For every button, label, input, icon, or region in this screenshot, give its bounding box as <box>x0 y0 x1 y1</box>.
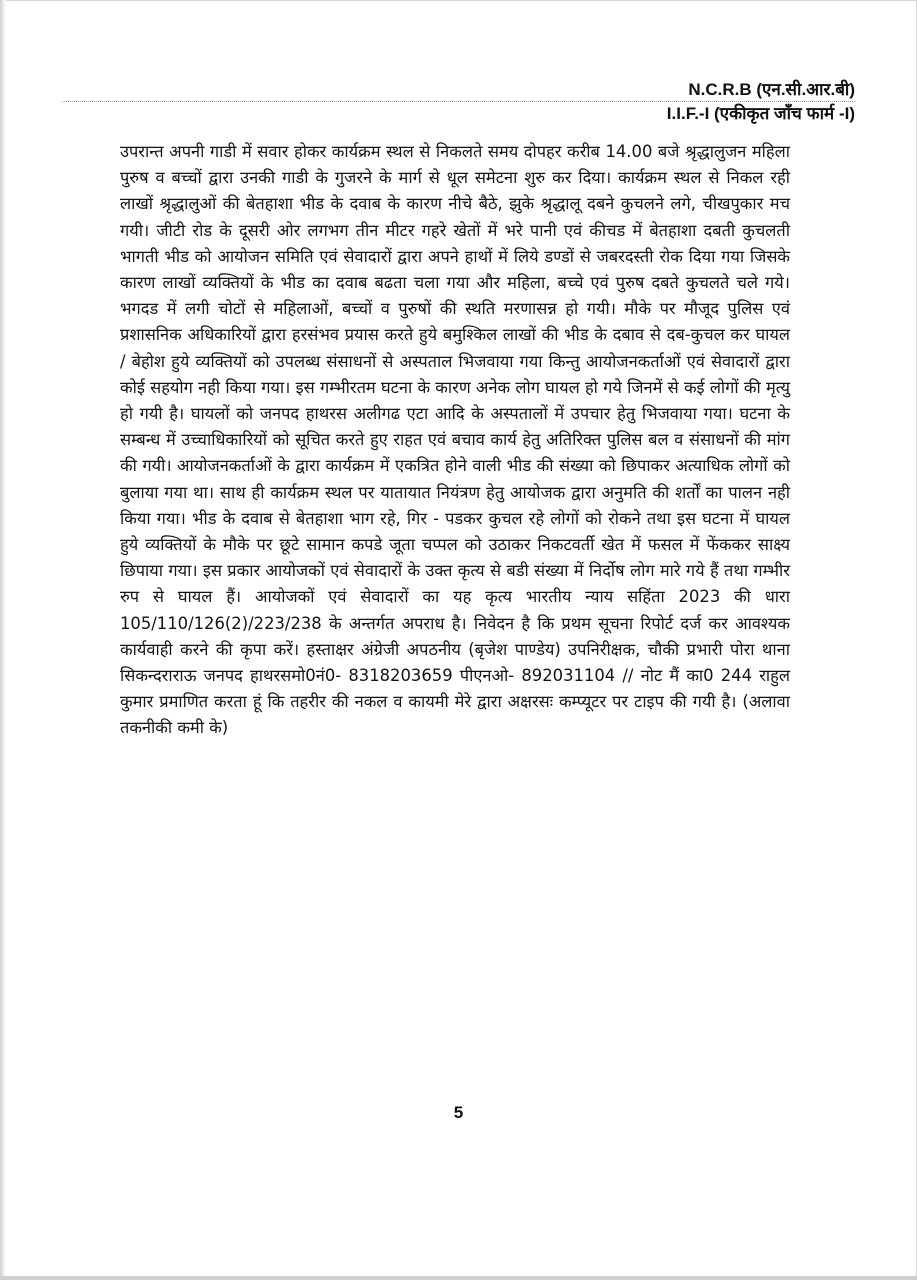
fir-body-text: उपरान्त अपनी गाडी में सवार होकर कार्यक्रम स्थल से निकलते समय दोपहर करीब 14.00 बजे श्रृद्धालुजन महिला पुरुष व बच्चों द्वारा उनकी गाडी के गुजरने के मार्ग से धूल समेटना शुरु कर दिया। कार्यक्रम स्थल से निकल रही लाखों श्रृद्धालुओं की बेतहाशा भीड के दवाब के कारण नीचे बैठे, झुके श्रृद्धालू दबने कुचलने लगे, चीखपुकार मच गयी। जीटी रोड के दूसरी ओर लगभग तीन मीटर गहरे खेतों में भरे पानी एवं कीचड में बेतहाशा दबती कुचलती भागती भीड को आयोजन समिति एवं सेवादारों द्वारा अपने हाथों में लिये डण्डों से जबरदस्ती रोक दिया गया जिसके कारण लाखों व्यक्तियों के भीड का दवाब बढता चला गया और महिला, बच्चे एवं पुरुष दबते कुचलते चले गये। भगदड में लगी चोटों से महिलाओं, बच्चों व पुरुषों की स्थति मरणासन्न हो गयी। मौके पर मौजूद पुलिस एवं प्रशासनिक अधिकारियों द्वारा हरसंभव प्रयास करते हुये बमुश्किल लाखों की भीड के दबाव से दब-कुचल कर घायल / बेहोश हुये व्यक्तियों को उपलब्ध संसाधनों से अस्पताल भिजवाया गया किन्तु आयोजनकर्ताओं एवं सेवादारों द्वारा कोई सहयोग नही किया गया। इस गम्भीरतम घटना के कारण अनेक लोग घायल हो गये जिनमें से कई लोगों की मृत्यु हो गयी है। घायलों को जनपद हाथरस अलीगढ एटा आदि के अस्पतालों में उपचार हेतु भिजवाया गया। घटना के सम्बन्ध में उच्चाधिकारियों को सूचित करते हुए राहत एवं बचाव कार्य हेतु अतिरिक्त पुलिस बल व संसाधनों की मांग की गयी। आयोजनकर्ताओं के द्वारा कार्यक्रम में एकत्रित होने वाली भीड की संख्या को छिपाकर अत्याधिक लोगों को बुलाया गया था। साथ ही कार्यक्रम स्थल पर यातायात नियंत्रण हेतु आयोजक द्वारा अनुमति की शर्तों का पालन नही किया गया। भीड के दवाब से बेतहाशा भाग रहे, गिर - पडकर कुचल रहे लोगों को रोकने तथा इस घटना में घायल हुये व्यक्तियों के मौके पर छूटे सामान कपडे जूता चप्पल को उठाकर निकटवर्ती खेत में फसल में फेंककर साक्ष्य छिपाया गया। इस प्रकार आयोजकों एवं सेवादारों के उक्त कृत्य से बडी संख्या में निर्दोष लोग मारे गये हैं तथा गम्भीर रुप से घायल हैं। आयोजकों एवं सेवादारों का यह कृत्य भारतीय न्याय सहिंता 2023 की धारा 105/110/126(2)/223/238 के अन्तर्गत अपराध है। निवेदन है कि प्रथम सूचना रिपोर्ट दर्ज कर आवश्यक कार्यवाही करने की कृपा करें। हस्ताक्षर अंग्रेजी अपठनीय (बृजेश पाण्डेय) उपनिरीक्षक, चौकी प्रभारी पोरा थाना सिकन्दराराऊ जनपद हाथरसमो0नं0- 8318203659 पीएनओ- 892031104 // नोट मैं का0 244 राहुल कुमार प्रमाणित करता हूं कि तहरीर की नकल व कायमी मेरे द्वारा अक्षरसः कम्प्यूटर पर टाइप की गयी है। (अलावा तकनीकी कमी के) <box>120 142 790 738</box>
header-divider <box>62 101 855 102</box>
header-ncrb-title: N.C.R.B (एन.सी.आर.बी) <box>688 80 855 99</box>
page-left-shadow <box>0 0 6 1280</box>
document-header <box>667 78 855 126</box>
page-number: 5 <box>453 1103 464 1122</box>
header-form-title: I.I.F.-I (एकीकृत जाँच फार्म -I) <box>666 104 855 123</box>
page-bottom-edge <box>0 1276 917 1280</box>
